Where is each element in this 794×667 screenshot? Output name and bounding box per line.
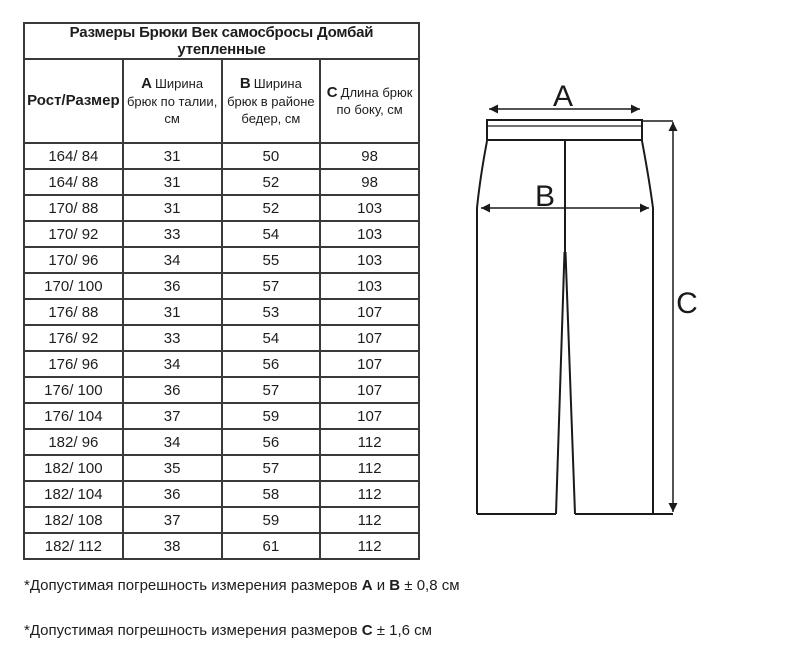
cell-value: 56 (222, 429, 321, 455)
table-row (24, 507, 419, 533)
cell-value: 57 (222, 377, 321, 403)
cell-value: 53 (222, 299, 321, 325)
column-letter-c: C (326, 83, 338, 101)
footnote-c-letter: C (361, 622, 373, 639)
footnote-ab-letter-b: B (389, 577, 401, 594)
cell-value: 103 (320, 195, 419, 221)
cell-size: 176/ 88 (24, 299, 123, 325)
cell-value: 54 (222, 221, 321, 247)
cell-value: 107 (320, 377, 419, 403)
cell-size: 182/ 112 (24, 533, 123, 559)
cell-value: 112 (320, 533, 419, 559)
cell-value: 107 (320, 299, 419, 325)
pants-outline (477, 120, 673, 514)
column-header-c (320, 59, 419, 143)
column-header-size (24, 59, 123, 143)
cell-value: 112 (320, 507, 419, 533)
cell-value: 112 (320, 429, 419, 455)
waistband (487, 120, 642, 140)
table-row (24, 403, 419, 429)
dimension-label-a: A (552, 80, 574, 113)
header-row (24, 59, 419, 143)
cell-value: 34 (123, 429, 222, 455)
cell-value: 54 (222, 325, 321, 351)
cell-size: 182/ 96 (24, 429, 123, 455)
table-row (24, 195, 419, 221)
right-inner-edge (566, 252, 576, 514)
table-row (24, 221, 419, 247)
cell-value: 37 (123, 507, 222, 533)
cell-value: 103 (320, 247, 419, 273)
size-table (23, 22, 420, 560)
table-row (24, 481, 419, 507)
cell-size: 176/ 104 (24, 403, 123, 429)
cell-value: 112 (320, 455, 419, 481)
dimension-arrows (481, 109, 673, 512)
cell-value: 33 (123, 221, 222, 247)
footnote-c (24, 622, 432, 639)
cell-size: 170/ 96 (24, 247, 123, 273)
dimension-label-c: C (676, 287, 698, 320)
cell-size: 170/ 92 (24, 221, 123, 247)
footnote-ab-mid: и (372, 577, 390, 594)
table-row (24, 299, 419, 325)
table-row (24, 169, 419, 195)
cell-value: 36 (123, 273, 222, 299)
column-letter-a: A (141, 75, 152, 93)
cell-value: 107 (320, 325, 419, 351)
cell-value: 59 (222, 507, 321, 533)
cell-value: 37 (123, 403, 222, 429)
cell-value: 103 (320, 273, 419, 299)
cell-value: 112 (320, 481, 419, 507)
cell-value: 33 (123, 325, 222, 351)
cell-size: 182/ 108 (24, 507, 123, 533)
footnote-ab-letter-a: A (361, 577, 373, 594)
column-header-b (222, 59, 321, 143)
cell-value: 31 (123, 299, 222, 325)
cell-value: 56 (222, 351, 321, 377)
cell-value: 57 (222, 455, 321, 481)
right-outer-edge (642, 141, 653, 514)
cell-size: 176/ 100 (24, 377, 123, 403)
cell-value: 52 (222, 169, 321, 195)
table-row (24, 351, 419, 377)
cell-value: 34 (123, 351, 222, 377)
size-table-body (24, 143, 419, 559)
cell-value: 61 (222, 533, 321, 559)
cell-size: 182/ 104 (24, 481, 123, 507)
table-row (24, 533, 419, 559)
cell-size: 182/ 100 (24, 455, 123, 481)
table-row (24, 455, 419, 481)
footnote-ab-suffix: ± 0,8 см (400, 577, 460, 594)
column-letter-b: B (239, 75, 251, 93)
cell-size: 170/ 88 (24, 195, 123, 221)
footnote-ab-prefix: *Допустимая погрешность измерения размеров (24, 577, 362, 594)
cell-size: 164/ 88 (24, 169, 123, 195)
cell-value: 31 (123, 169, 222, 195)
cell-value: 50 (222, 143, 321, 169)
cell-value: 38 (123, 533, 222, 559)
cell-value: 107 (320, 403, 419, 429)
cell-value: 31 (123, 195, 222, 221)
cell-value: 98 (320, 169, 419, 195)
cell-value: 34 (123, 247, 222, 273)
cell-value: 52 (222, 195, 321, 221)
cell-value: 58 (222, 481, 321, 507)
table-row (24, 247, 419, 273)
cell-value: 57 (222, 273, 321, 299)
table-row (24, 273, 419, 299)
cell-size: 170/ 100 (24, 273, 123, 299)
dimension-label-b: B (534, 180, 556, 213)
cell-size: 176/ 96 (24, 351, 123, 377)
footnote-ab (24, 577, 460, 594)
column-label-b: Ширина брюк в районе бедер, см (227, 76, 315, 126)
cell-value: 103 (320, 221, 419, 247)
cell-value: 36 (123, 377, 222, 403)
cell-size: 164/ 84 (24, 143, 123, 169)
footnote-c-suffix: ± 1,6 см (372, 622, 432, 639)
cell-value: 36 (123, 481, 222, 507)
cell-value: 98 (320, 143, 419, 169)
table-title: Размеры Брюки Век самосбросы Домбай утепленные (24, 23, 419, 59)
left-outer-edge (477, 141, 487, 514)
column-label-c: Длина брюк по боку, см (336, 84, 413, 118)
pants-measurement-diagram (450, 60, 794, 540)
table-row (24, 377, 419, 403)
column-label-a: Ширина брюк по талии, см (126, 76, 218, 126)
cell-value: 55 (222, 247, 321, 273)
title-row (24, 23, 419, 59)
cell-value: 31 (123, 143, 222, 169)
column-header-size-label: Рост/Размер (27, 92, 120, 110)
table-row (24, 143, 419, 169)
cell-value: 107 (320, 351, 419, 377)
column-header-a (123, 59, 222, 143)
cell-size: 176/ 92 (24, 325, 123, 351)
table-row (24, 429, 419, 455)
footnote-c-prefix: *Допустимая погрешность измерения размеров (24, 622, 362, 639)
table-row (24, 325, 419, 351)
left-inner-edge (556, 252, 565, 514)
cell-value: 59 (222, 403, 321, 429)
cell-value: 35 (123, 455, 222, 481)
